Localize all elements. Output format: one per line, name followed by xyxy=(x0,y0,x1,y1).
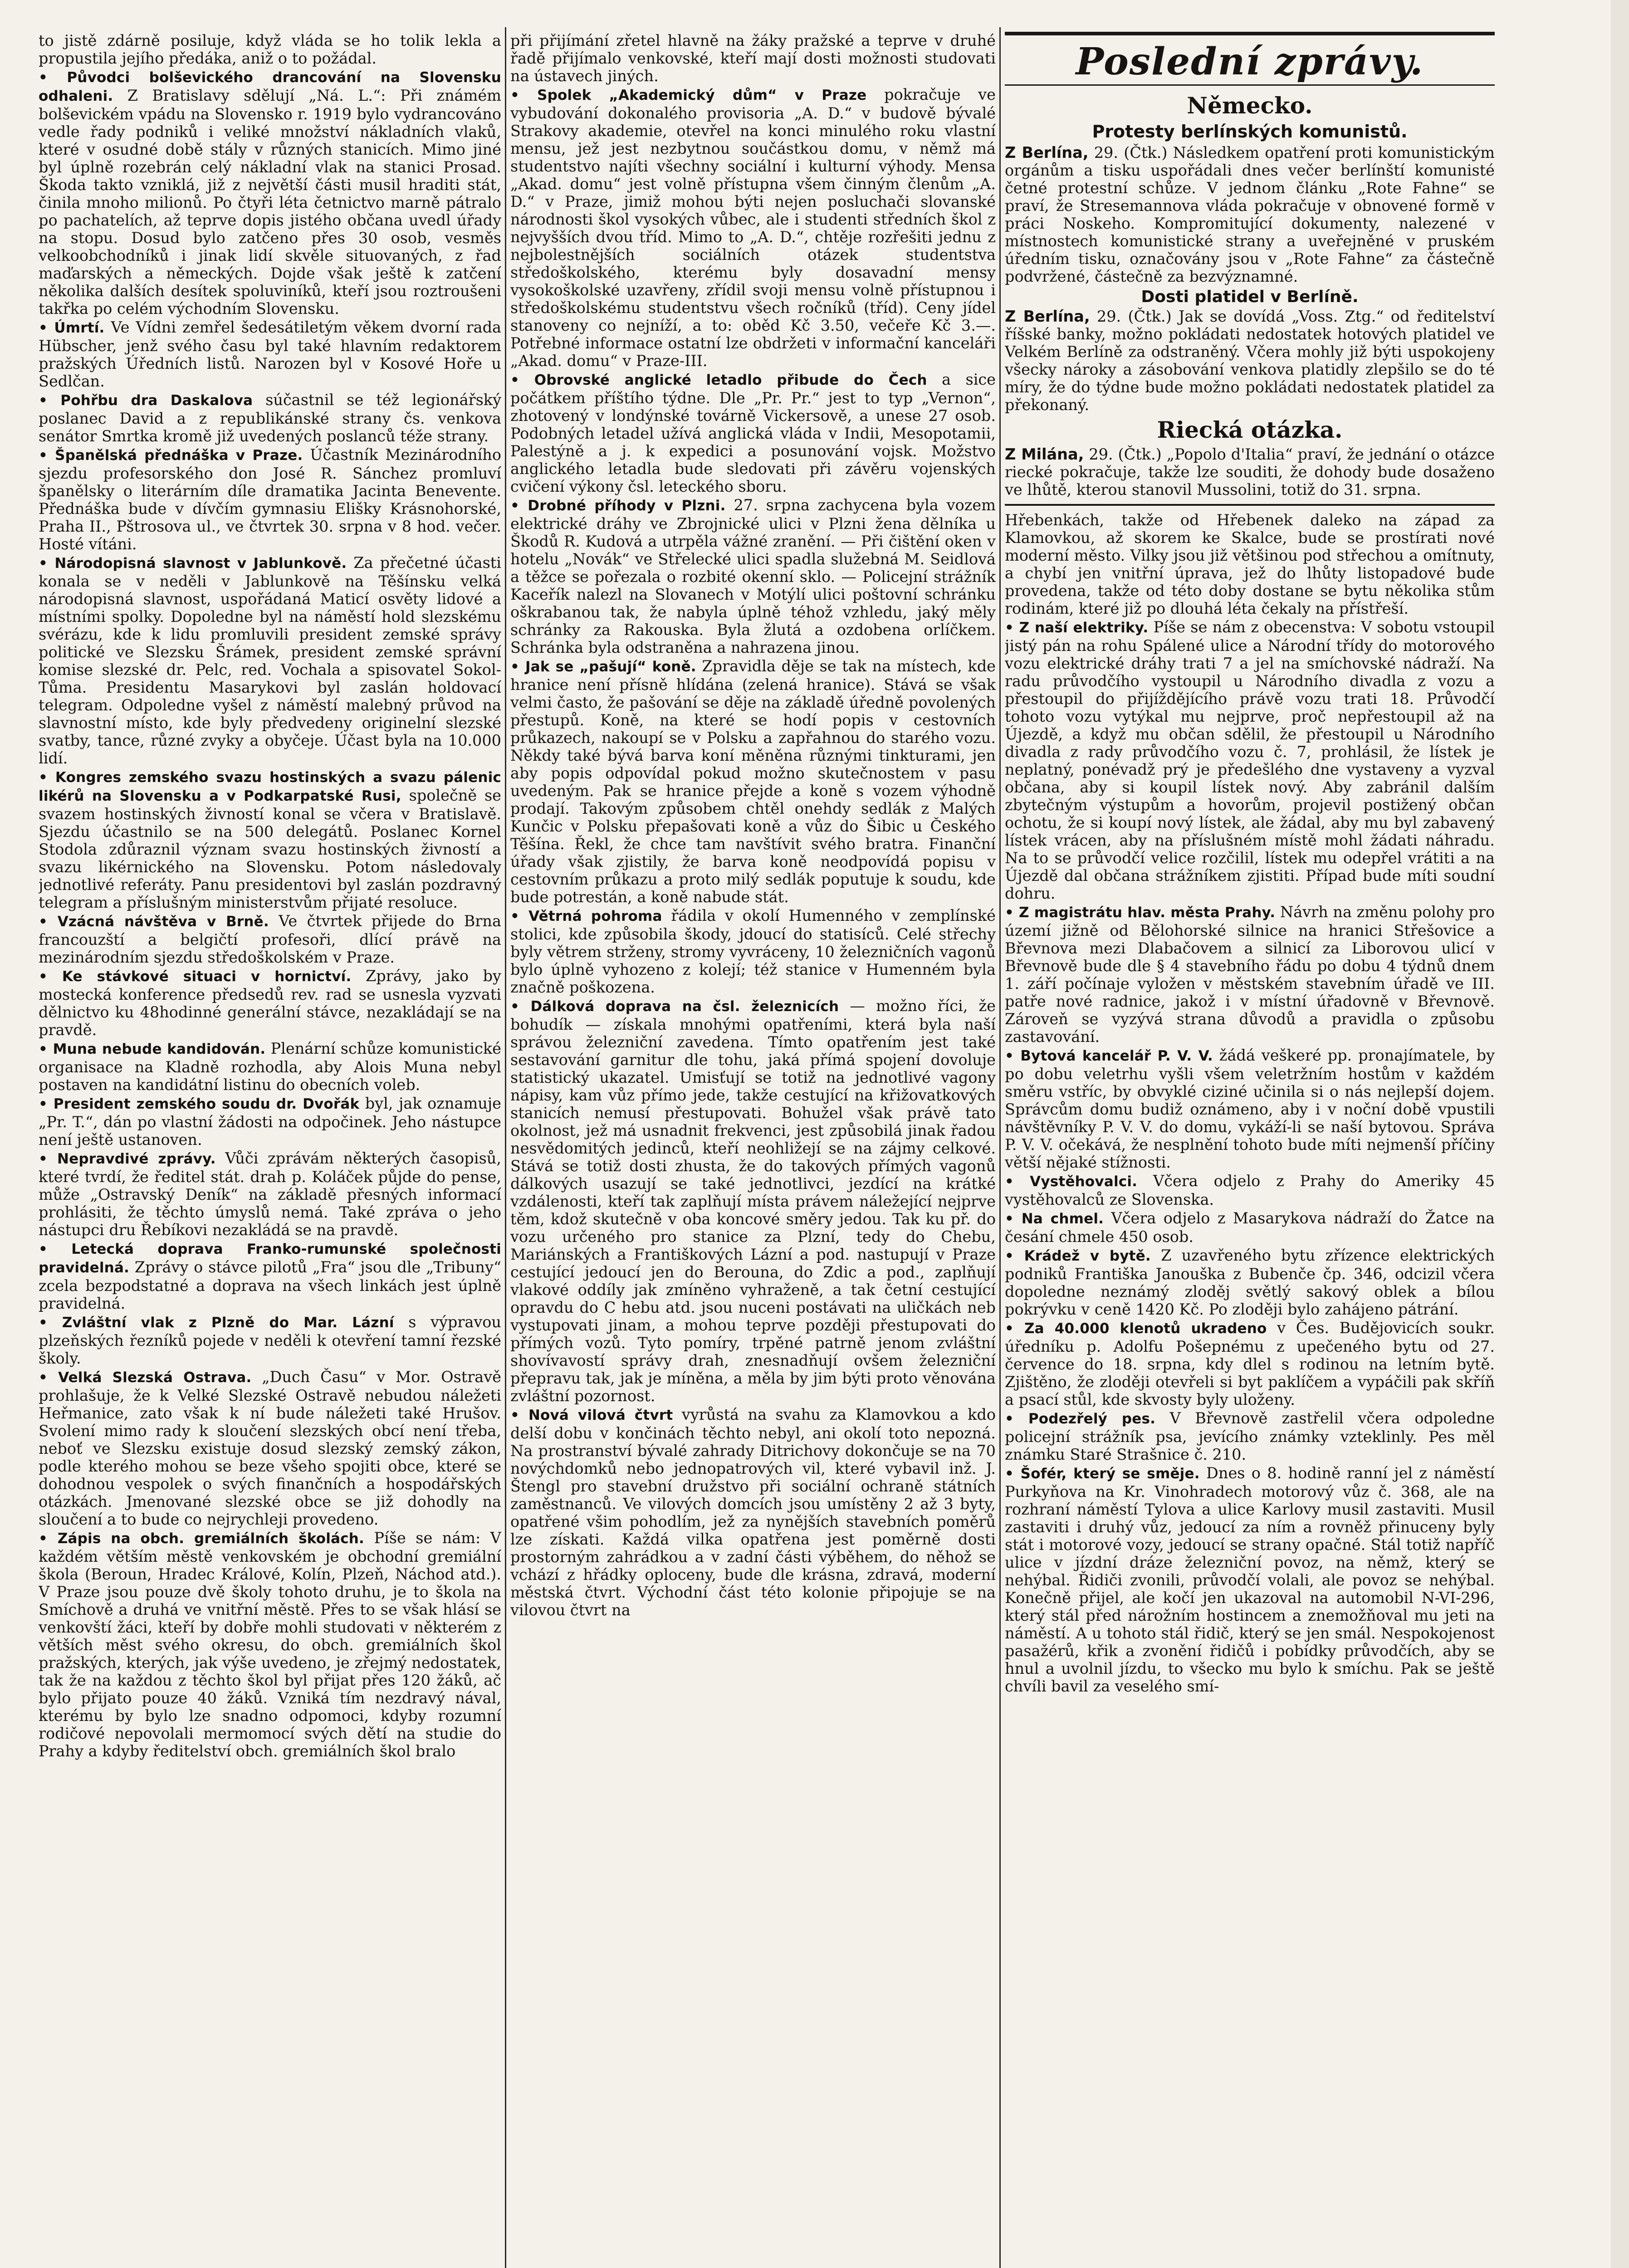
news-headline: • Za 40.000 klenotů ukradeno xyxy=(1005,1320,1267,1337)
news-paragraph xyxy=(510,907,996,996)
news-text: společně se svazem hostinských živností konal se včera v Bratislavě. Sjezdu účastnilo se na 500 delegátů. Poslanec Kornel Stodola zdůraznil význam svazu hostinských živností a svazu likérnického na Slovensku. Potom následovaly jednotlivé referáty. Panu presidentovi byl zaslán pozdravný telegram a příslušným ministerstvům přijaté resoluce. xyxy=(39,787,501,911)
news-headline: • Z magistrátu hlav. města Prahy. xyxy=(1005,904,1276,921)
news-group-d xyxy=(1005,511,1495,1695)
news-headline: • Ke stávkové situaci v hornictví. xyxy=(39,968,352,985)
news-paragraph xyxy=(510,371,996,495)
news-headline: • Španělská přednáška v Praze. xyxy=(39,447,303,464)
news-item xyxy=(1005,1046,1495,1171)
news-item xyxy=(39,768,501,911)
news-headline: • Na chmel. xyxy=(1005,1211,1104,1227)
news-text: — možno říci, že bohudík — získala mnohými opatřeními, která byla naší správou železniční zavedena. Tímto opatřením jest také sestavování garnitur dle tohu, jaká přímá spojení dovoluje statistický ukazatel. Umisťují se totiž na jednotlivé vagony nápisy, kam vůz přímo jede, takže cestující na křižovatkových stanicích nemusí přestupovati. Bohužel však právě tato okolnost, jež má usnadnit frekvenci, jest způsobilá jinak řadou nesvědomitých jedinců, kteří neohližejí se na zájmy celkové. Stává se totiž dosti zhusta, že do takových přímých vagonů dálkových usazují se také jednotlivci, jezdící na krátké vzdálenosti, kteří tak zaplňují místa právem náležející nejprve těm, kdož skutečně v oba koncové směry jedou. Tak ku př. do vozu určeného pro stanice za Plzní, tedy do Chebu, Mariánských a Františkových Lázní a pod. nastupují v Praze cestující jedoucí jen do Berouna, do Zdic a pod., zaplňují vlakové oddíly jak zmíněno vyhraženě, a tak četní cestující opravdu do C hebu atd. jsou nuceni postávati na uličkách neb vystupovati jinam, a mohou teprve později přestupovati do přímých vozů. Tyto pomíry, trpěné patrně jenom zvláštní shovívavostí správy drah, znesnadňují ovšem železniční přepravu tak, jak je míněna, a měla by jim býti proto věnována zvláštní pozornost. xyxy=(510,997,996,1405)
news-text: Plenární schůze komunistické organisace na Kladně rozhodla, aby Alois Muna nebyl postaven na kandidátní listinu do obecních voleb. xyxy=(39,1040,501,1094)
news-headline: • Velká Slezská Ostrava. xyxy=(39,1369,252,1386)
news-paragraph xyxy=(39,1368,501,1528)
news-headline: • Šofér, který se směje. xyxy=(1005,1466,1200,1482)
news-item xyxy=(1005,1464,1495,1695)
news-text: Hřebenkách, takže od Hřebenek daleko na západ za Klamovkou, až skorem ke Skalce, bude se prostírati nové moderní město. Vilky jsou již většinou pod střechou a omítnuty, a chybí jen vnitřní úprava, jež do lhůty listopadové bude provedena, takže od této doby dostane se bytu několika stům rodinám, které již po dlouhá léta čekaly na přístřeší. xyxy=(1005,511,1495,617)
news-headline: • Podezřelý pes. xyxy=(1005,1411,1156,1427)
news-paragraph xyxy=(39,318,501,390)
news-item xyxy=(39,1095,501,1149)
news-headline: • Nepravdivé zprávy. xyxy=(39,1151,216,1167)
news-item xyxy=(1005,445,1495,499)
news-paragraph xyxy=(39,554,501,767)
news-paragraph xyxy=(1005,445,1495,499)
news-text: to jistě zdárně posiluje, když vláda se ho tolik lekla a propustila jejího předáka, aniž o to požádal. xyxy=(39,32,501,67)
news-text: pokračuje ve vybudování dokonalého provisoria „A. D.“ v budově bývalé Strakovy akademie, otevřel na konci minulého roku vlastní mensu, jež jest nezbytnou součástkou domu, v němž má studentstvo najíti všechny sociální i kulturní výhody. Mensa „Akad. domu“ jest volně přístupna všem činným členům „A. D.“ v Praze, jimiž mohou býti nejen posluchači slovanské národnosti škol vysokých vůbec, ale i studenti středních škol z nejvyšších dvou tříd. Mimo to „A. D.“, chtěje rozřešiti jednu z nejbolestnějších sociálních otázek studentstva středoškolského, kterému byly dosavadní mensy vysokoškolské uzavřeny, zřídil svoji mensu volně přístupnou i středoškolskému studentstvu všech ročníků (tříd). Ceny jídel stanoveny co nejníží, a to: oběd Kč 3.50, večeře Kč 3.—. Potřebné informace ostatní lze obdržeti v informační kanceláři „Akad. domu“ v Praze-III. xyxy=(510,86,996,370)
news-text: Dnes o 8. hodině ranní jel z náměstí Purkyňova na Kr. Vinohradech motorový vůz č. 368, ale na rozhraní náměstí Tylova a ulice Karlovy musil zastaviti. Musil zastaviti i druhý vůz, jedoucí za ním a rovněž přinuceny byly stát i motorové vozy, jedoucí se strany opačné. Stál totiž napříč ulice v jízdní dráze železniční povoz, na němž, který se nehýbal. Řidiči zvonili, průvodčí volali, ale povoz se nehýbal. Konečně přijel, ale kočí jen ukazoval na automobil N-VI-296, který stál před nárožním hostincem a znemožňoval mu jeti na náměstí. A u tohoto stál řidič, který se jen smál. Nespokojenost pasažérů, křik a zvonění řidičů i pobídky průvodčích, aby se hnul a uvolnil jízdu, to všecko mu bylo k smíchu. Pak se ještě chvíli bavil za veselého smí- xyxy=(1005,1464,1495,1695)
news-headline: • Muna nebude kandidován. xyxy=(39,1041,266,1057)
news-text: Včera odjelo z Masarykova nádraží do Žatce na česání chmele 450 osob. xyxy=(1005,1209,1495,1246)
news-headline: Z Berlína, xyxy=(1005,308,1090,325)
news-headline: • Jak se „pašují“ koně. xyxy=(510,659,696,675)
news-text: Ve čtvrtek přijede do Brna francouzští a belgičtí profesoři, dlící právě na mezinárodním sjezdu středoškolském v Praze. xyxy=(39,912,501,966)
news-paragraph xyxy=(1005,308,1495,414)
latest-news-banner xyxy=(1005,32,1495,86)
news-text: „Duch Času“ v Mor. Ostravě prohlašuje, že k Velké Slezské Ostravě nebudou náležeti Heřmanice, zato však k ní bude náležeti také Hrušov. Svolení mimo rady k sloučení slezských obcí není třeba, neboť ve Slezsku existuje dosud slezský zemský zákon, podle kterého mohou se beze všeho spojiti obce, které se dohodnou vespolek o svých finančních a hospodářských otázkách. Jmenované slezské obce se již dohodly na sloučení a to bude co nejrychleji provedeno. xyxy=(39,1368,501,1528)
news-paragraph xyxy=(510,86,996,370)
news-headline: • Drobné příhody v Plzni. xyxy=(510,498,726,514)
news-paragraph xyxy=(39,1095,501,1149)
news-item xyxy=(39,32,501,67)
section-rule xyxy=(1005,504,1495,506)
news-paragraph xyxy=(510,657,996,906)
news-paragraph xyxy=(1005,903,1495,1046)
news-headline: • Nová vilová čtvrt xyxy=(510,1407,673,1423)
news-item xyxy=(510,86,996,370)
news-headline: • Větrná pohroma xyxy=(510,908,662,924)
news-headline: • Úmrtí. xyxy=(39,320,105,336)
news-text: žádá veškeré pp. pronajímatele, by po dobu veletrhu vyšli všem veletržním hostům v každém směru vstříc, by obvyklé ciziné učinila si o nás nejlepší dojem. Správcům domu budiž oznámeno, aby i v noční době vpustili návštěvníky P. V. V. do domu, vykáží-li se naší bytovou. Správa P. V. V. očekává, že nesplnění tohoto bude míti nejmenší příčiny větší nějaké stížnosti. xyxy=(1005,1046,1495,1171)
news-headline: • Obrovské anglické letadlo přibude do Čech xyxy=(510,372,927,388)
news-item xyxy=(1005,1209,1495,1246)
news-item xyxy=(39,1368,501,1528)
news-item xyxy=(39,68,501,318)
column-divider xyxy=(505,27,506,2268)
section-heading-rijeka: Riecká otázka. xyxy=(1157,416,1343,443)
news-headline: • Zvláštní vlak z Plzně do Mar. Lázní xyxy=(39,1315,394,1331)
news-item xyxy=(39,967,501,1039)
news-item xyxy=(1005,618,1495,902)
news-paragraph xyxy=(1005,144,1495,285)
news-paragraph xyxy=(1005,1409,1495,1463)
news-group-b xyxy=(1005,308,1495,414)
news-text: Z Bratislavy sdělují „Ná. L.“: Při známém bolševickém vpádu na Slovensko r. 1919 bylo vydrancováno vedle řady podniků i veliké množství nákladních vlaků, které v osudné době stály v různých stanicích. Mimo jiné byl úplně rozebrán celý nákladní vlak na stanici Prosad. Škoda takto vzniklá, již z největší části musil hraditi stát, činila mnoho milionů. Po čtyři léta četnictvo marně pátralo po pachatelích, až teprve dopis jistého občana uvedl úřady na stopu. Dosud bylo zatčeno přes 30 osob, vesměs velkoobchodníků i jinak lidí skvěle situovaných, z řad maďarských a německých. Dojde však ještě k zatčení několika dalších desítek spoluviníků, kteří jsou roztroušeni takřka po celém východním Slovensku. xyxy=(39,87,501,318)
news-paragraph xyxy=(39,1149,501,1239)
column-2 xyxy=(510,32,996,2268)
news-paragraph xyxy=(510,997,996,1405)
news-text: v Čes. Budějovicích soukr. úředníku p. Adolfu Pošepnému z upečeného bytu od 27. července do 18. srpna, kdy dlel s rodinou na letním bytě. Zjištěno, že zloději otevřeli si byt paklíčem a vypáčili pak skříň a psací stůl, kde skvosty byly uloženy. xyxy=(1005,1319,1495,1408)
news-paragraph xyxy=(1005,1209,1495,1246)
news-item xyxy=(39,1240,501,1312)
news-headline: • Bytová kancelář P. V. V. xyxy=(1005,1048,1213,1064)
news-paragraph xyxy=(1005,1319,1495,1408)
news-item xyxy=(39,391,501,445)
news-text: Návrh na změnu polohy pro území jižně od Bělohorské silnice na hranici Střešovice a Břevnova mezi Dlabačovem a silnicí za Liborovou ulicí v Břevnově bude dle § 4 stavebního řádu po dobu 4 týdnů dnem 1. září počínaje vyložen v městském stavebním úřadě ve III. patře nové radnice, jakož i v místní úřadovně v Břevnově. Zároveň se vyzývá strana důvodů a pravidla o způsobu zastavování. xyxy=(1005,903,1495,1046)
news-text: 29. (Čtk.) Jak se dovídá „Voss. Ztg.“ od ředitelství říšské banky, možno pokládati nedostatek hotových platidel ve Velkém Berlíně za odstraněný. Včera mohly již býti uspokojeny všecky nároky a zásobování venkova platidly zlepšilo se do té míry, že do týdne bude možno pokládati nedostatek platidel za překonaný. xyxy=(1005,308,1495,414)
subsection-heading-communists: Protesty berlínských komunistů. xyxy=(1092,122,1408,142)
news-text: řádila v okolí Humenného v zemplínské stolici, kde způsobila škody, jdoucí do statisíců. Celé střechy byly větrem strženy, stromy vyvráceny, 10 železničních vagonů bylo úplně vyhozeno z kolejí; též stanice v Humenném byla značně poškozena. xyxy=(510,907,996,996)
news-text: Z uzavřeného bytu zřízence elektrických podniků Františka Janouška z Bubenče čp. 346, odcizil včera dopoledne neznámý zloděj světlý sakový oblek a bílou pokrývku v ceně 1420 Kč. Po zloději bylo zahájeno pátrání. xyxy=(1005,1246,1495,1318)
news-text: s výpravou plzeňských řezníků pojede v neděli k otevření tamní řezské školy. xyxy=(39,1313,501,1367)
news-text: Zprávy, jako by mostecká konference předsedů rev. rad se usnesla vyzvati dělnictvo ku 48hodinné generální stávce, nezakládají se na pravdě. xyxy=(39,967,501,1039)
news-text: Zpravidla děje se tak na místech, kde hranice není přísně hlídána (zelená hranice). Stává se však velmi často, že pašování se děje na základě úředně povolených přestupů. Koně, na které se hodí popis v cestovních průkazech, nakoupí se v Polsku a zapřahnou do starého vozu. Někdy také bývá barva koní měněna různými tinkturami, jen aby popis odpovídal pokud možno skutečnostem v pasu uvedeným. Pak se hranice přejde a koně s vozem výhodně prodají. Takovým způsobem chtěl onehdy sedlák z Malých Kunčic v Polsku přepašovati koně a vůz do Šibic u Českého Těšína. Řekl, že chce tam navštívit svého bratra. Finanční úřady však zjistily, že barva koně neodpovídá popisu v cestovním průkazu a proto milý sedlák poputuje k soudu, kde bude potrestán, a koně nabude stát. xyxy=(510,657,996,906)
news-item xyxy=(1005,1172,1495,1208)
banner-title: Poslední zprávy. xyxy=(1076,40,1424,83)
news-item xyxy=(1005,1409,1495,1463)
news-headline: • Národopisná slavnost v Jablunkově. xyxy=(39,555,347,572)
news-paragraph xyxy=(1005,1172,1495,1208)
news-item xyxy=(510,657,996,906)
news-headline: • Z naší elektriky. xyxy=(1005,620,1149,636)
news-item xyxy=(39,1149,501,1239)
news-headline: • Původci bolševického drancování na Slovensku odhaleni. xyxy=(39,69,501,104)
news-item xyxy=(39,318,501,390)
news-paragraph xyxy=(39,446,501,553)
news-paragraph xyxy=(1005,511,1495,617)
news-paragraph xyxy=(39,391,501,445)
news-text: byl, jak oznamuje „Pr. T.“, dán po vlastní žádosti na odpočinek. Jeho nástupce není ještě ustanoven. xyxy=(39,1095,501,1149)
news-text: 29. (Čtk.) Následkem opatření proti komunistickým orgánům a tisku uspořádali dnes večer berlínští komunisté četné protestní schůze. V jednom článku „Rote Fahne“ se praví, že Stresemannova vláda pokračuje v obnovené formě v práci Noskeho. Kompromitující dokumenty, nalezené v místnostech komunistické strany a uveřejněné v pruském úředním tisku, označovány jsou v „Rote Fahne“ za částečně podvržené, částečně za bezvýznamné. xyxy=(1005,144,1495,285)
news-headline: • Letecká doprava Franko-rumunské společnosti pravidelná. xyxy=(39,1241,501,1276)
news-text: V Břevnově zastřelil včera odpoledne policejní strážník psa, jevícího známky vzteklinly. Pes měl známku Staré Strašnice č. 210. xyxy=(1005,1409,1495,1463)
news-paragraph xyxy=(1005,1246,1495,1318)
news-paragraph xyxy=(39,1313,501,1367)
news-item xyxy=(39,554,501,767)
news-text: Účastník Mezinárodního sjezdu profesorského don José R. Sánchez promluví španělsky o literárním díle dramatika Jacinta Benevente. Přednáška bude v dívčím gymnasiu Elišky Krásnohorské, Praha II., Pštrosova ul., ve čtvrtek 30. srpna v 8 hod. večer. Hosté vítáni. xyxy=(39,446,501,553)
section-heading-germany: Německo. xyxy=(1187,92,1313,119)
news-text: Zprávy o stávce pilotů „Fra“ jsou dle „Tribuny“ zcela bezpodstatné a doprava na všech linkách jest úplně pravidelná. xyxy=(39,1258,501,1312)
subsection-heading-payments: Dosti platidel v Berlíně. xyxy=(1141,288,1359,306)
news-headline: • Vzácná návštěva v Brně. xyxy=(39,914,269,930)
news-paragraph xyxy=(1005,618,1495,902)
news-paragraph xyxy=(39,912,501,966)
column-3 xyxy=(1005,32,1495,2268)
news-text: Včera odjelo z Prahy do Ameriky 45 vystěhovalců ze Slovenska. xyxy=(1005,1172,1495,1208)
news-item xyxy=(39,1529,501,1760)
news-paragraph xyxy=(39,768,501,911)
news-text: súčastnil se též legionářský poslanec David a z republikánské strany čs. venkova senátor Smrtka kromě již uvedených poslanců téže strany. xyxy=(39,391,501,445)
news-item xyxy=(510,1406,996,1619)
news-item xyxy=(510,997,996,1405)
news-item xyxy=(1005,1246,1495,1318)
news-headline: • Spolek „Akademický dům“ v Praze xyxy=(510,87,867,103)
news-paragraph xyxy=(1005,1464,1495,1695)
news-headline: • Dálková doprava na čsl. železnicích xyxy=(510,998,839,1015)
news-headline: Z Berlína, xyxy=(1005,144,1089,161)
news-paragraph xyxy=(39,68,501,318)
news-item xyxy=(39,1313,501,1367)
news-text: Vůči zprávám některých časopisů, které tvrdí, že ředitel stát. drah p. Koláček půjde do pense, může „Ostravský Deník“ na základě přesných informací prohlásiti, že těchto úmyslů nemá. Také zpráva o jeho nástupci dru Řebíkovi nezakládá se na pravdě. xyxy=(39,1149,501,1239)
news-paragraph xyxy=(510,1406,996,1619)
news-item xyxy=(1005,144,1495,285)
news-paragraph xyxy=(39,1240,501,1312)
news-item xyxy=(39,446,501,553)
news-item xyxy=(510,496,996,656)
news-headline: • President zemského soudu dr. Dvořák xyxy=(39,1096,360,1112)
news-paragraph xyxy=(39,1040,501,1094)
news-paragraph xyxy=(1005,1046,1495,1171)
news-item xyxy=(1005,308,1495,414)
news-paragraph xyxy=(39,32,501,67)
news-item xyxy=(510,371,996,495)
news-text: a sice počátkem příštího týdne. Dle „Pr. Pr.“ jest to typ „Vernon“, zhotovený v londýnské továrně Vickersově, a unese 27 osob. Podobných letadel užívá anglická vláda v Indii, Mesopotamii, Palestýně a j. k expedici a posunování vojsk. Možstvo anglického letadla bude sledovati při závěru vojenských cvičení výkony čsl. leteckého sboru. xyxy=(510,371,996,495)
news-item xyxy=(510,907,996,996)
column-divider xyxy=(999,27,1001,2268)
news-text: Píše se nám: V každém větším městě venkovském je obchodní gremiální škola (Beroun, Hradec Králové, Kolín, Plzeň, Náchod atd.). V Praze jsou pouze dvě školy tohoto druhu, je to škola na Smíchově a druhá ve vnitřní městě. Přes to se však hlásí se venkovští žáci, kteří by dobře mohli studovati v některém z větších měst svého okresu, do obch. gremiálních škol pražských, kterých, jak výše uvedeno, je zřejmý nedostatek, tak že na každou z těchto škol byl přijat přes 120 žáků, ač bylo přijato pouze 40 žáků. Vzniká tím nezdravý nával, kterému by bylo lze snadno odpomoci, kdyby rozumní rodičové nepovolali mermomocí svých dětí na studie do Prahy a kdyby ředitelství obch. gremiálních škol bralo xyxy=(39,1529,501,1760)
news-group-c xyxy=(1005,445,1495,499)
news-headline: Z Milána, xyxy=(1005,445,1084,463)
news-item xyxy=(39,1040,501,1094)
page-edge xyxy=(1611,0,1629,2268)
news-text: vyrůstá na svahu za Klamovkou a kdo delší dobu v končinách těchto nebyl, ani okolí toto nepozná. Na prostranství bývalé zahrady Ditrichovy dokončuje se na 70 novýchdomků nebo jednopatrových vil, které vybavil inž. J. Štengl pro stavební družstvo při sociální ochraně státních zaměstnanců. Ve vilových domcích jsou umístěny 2 až 3 byty, opatřené všim pohodlím, jež za nynějších stavebních poměrů lze získati. Každá vilka opatřena jest poměrně dosti prostorným zahrádkou a v zadní části výběhem, do něhož se vchází z hřádky oploceny, bude dle krásna, zdravá, moderní městská čtvrt. Východní část této kolonie připojuje se na vilovou čtvrt na xyxy=(510,1406,996,1619)
news-item xyxy=(1005,1319,1495,1408)
news-paragraph xyxy=(510,32,996,85)
news-headline: • Kongres zemského svazu hostinských a svazu pálenic likérů na Slovensku a v Podkarpatské Rusi, xyxy=(39,769,501,804)
news-headline: • Vystěhovalci. xyxy=(1005,1173,1138,1190)
news-headline: • Krádež v bytě. xyxy=(1005,1248,1151,1264)
news-text: Ve Vídni zemřel šedesátiletým věkem dvorní rada Hübscher, jenž svého času byl také hlavním redaktorem pražských Úředních listů. Narozen byl v Kosové Hoře u Sedlčan. xyxy=(39,318,501,390)
news-text: 29. (Čtk.) „Popolo d'Italia“ praví, že jednání o otázce riecké pokračuje, takže lze souditi, že dohody bude dosaženo ve lhůtě, kterou stanovil Mussolini, totiž do 31. srpna. xyxy=(1005,445,1495,499)
news-group-a xyxy=(1005,144,1495,285)
news-paragraph xyxy=(510,496,996,656)
news-paragraph xyxy=(39,967,501,1039)
news-headline: • Pohřbu dra Daskalova xyxy=(39,392,253,409)
news-text: 27. srpna zachycena byla vozem elektrické dráhy ve Zbrojnické ulici v Plzni žena dělníka u Škodů R. Kudová a utrpěla vážné zranění. — Při čištění oken v hotelu „Novák“ ve Střelecké ulici spadla služebná M. Seidlová a těžce se pořezala o rozbité okenní sklo. — Policejní strážník Kaceřík nalezl na Slovanech v Motýlí ulici poštovní schránku oškrabanou tak, že nabyla úplně téhož vzhledu, jaký měly schránky za Rakouska. Byla žlutá a ozdobena orlíčkem. Schránka byla odstraněna a nahrazena jinou. xyxy=(510,496,996,656)
news-text: Za přečetné účasti konala se v neděli v Jablunkově na Těšínsku velká národopisná slavnost, uspořádaná Maticí osvěty lidové a místními spolky. Dopoledne byl na náměstí hold slezskému svérázu, kde k lidu promluvili president zemské správy politické ve Slezsku Šrámek, president zemské správní komise slezské dr. Pelc, red. Vochala a spisovatel Sokol-Tůma. Presidentu Masarykovi byl zaslán holdovací telegram. Odpoledne vyšel z náměstí malebný průvod na slavnostní místo, kde byly předvedeny originelní slezské svatby, tance, různé zvyky a obyčeje. Účast byla na 10.000 lidí. xyxy=(39,554,501,767)
news-item xyxy=(1005,903,1495,1046)
news-text: při přijímání zřetel hlavně na žáky pražské a teprve v druhé řadě přijímalo venkovské, kteří mají dosti možnosti studovati na ústavech jiných. xyxy=(510,32,996,85)
news-text: Píše se nám z obecenstva: V sobotu vstoupil jistý pán na rohu Spálené ulice a Národní třídy do motorového vozu elektrické dráhy trati 7 a jel na smíchovské nádraží. Na radu průvodčího vystoupil u Národního divadla z vozu a přestoupil do přijíždějícího právě vozu trati 18. Průvodčí tohoto vozu vytýkal mu nejprve, proč nepřestoupil až na Újezdě, a když mu občan sdělil, že přestoupil u Národního divadla z rady průvodčího vozu č. 7, prohlásil, že lístek je neplatný, ponévadž prý je předešlého dne vystaveny a vyzval občana, aby si koupil lístek nový. Aby zabránil dalším zbytečným výstupům a hovorům, projevil postižený občan ochotu, že si koupí nový lístek, ale žádal, aby mu byl zabavený lístek vrácen, aby na příslušném místě mohl žádati náhradu. Na to se průvodčí velice rozčilil, lístek mu odepřel vrátiti a na Újezdě dal občana strážníkem zjistiti. Případ bude míti soudní dohru. xyxy=(1005,618,1495,902)
news-item xyxy=(39,912,501,966)
news-item xyxy=(1005,511,1495,617)
column-1 xyxy=(39,32,501,2268)
news-headline: • Zápis na obch. gremiálních školách. xyxy=(39,1530,365,1547)
news-paragraph xyxy=(39,1529,501,1760)
news-item xyxy=(510,32,996,85)
